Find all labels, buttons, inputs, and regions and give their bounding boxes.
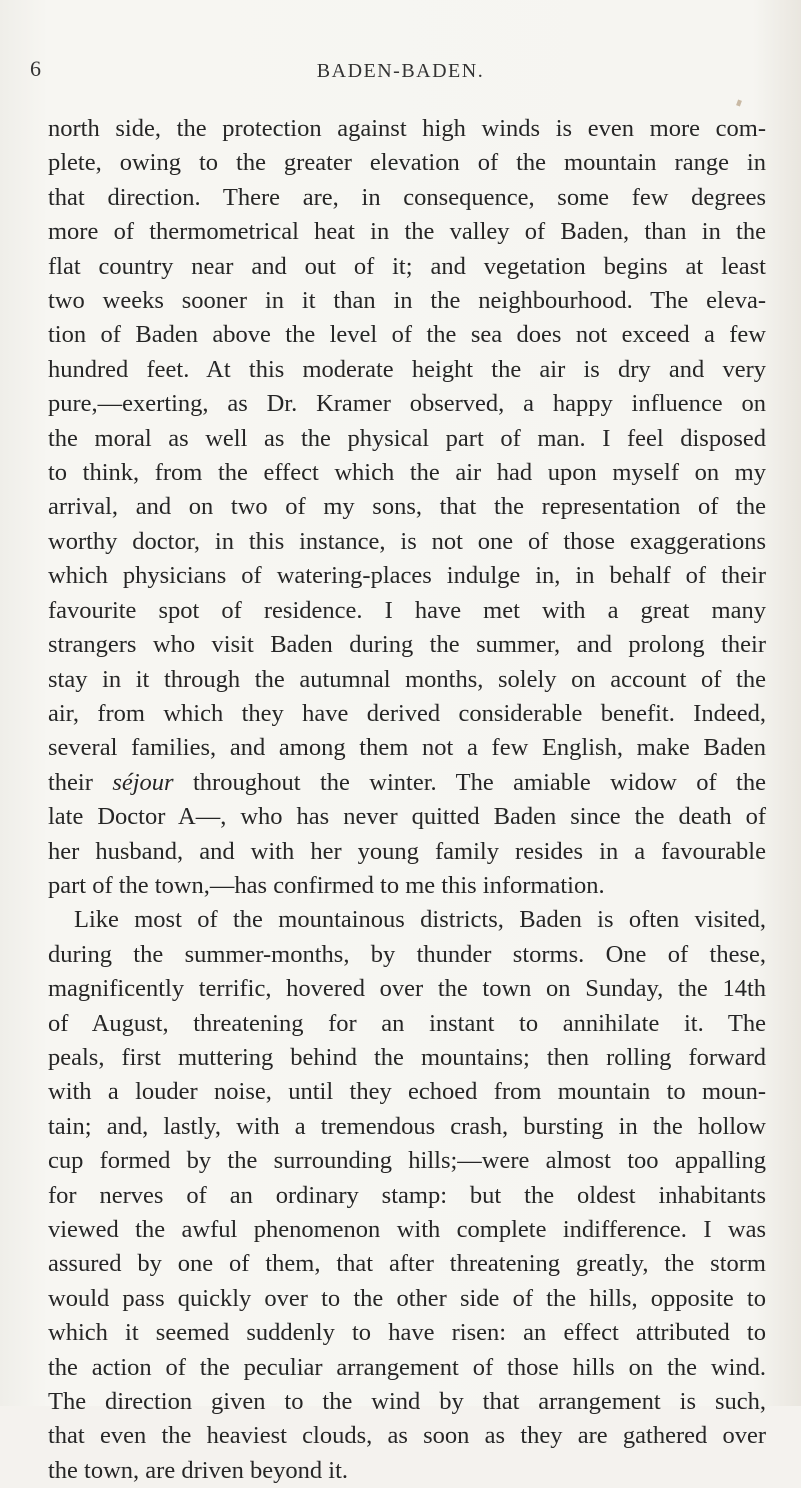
text-line: to think, from the effect which the air had upon myself on my <box>48 459 766 487</box>
text-line: favourite spot of residence. I have met with a great many <box>48 596 766 624</box>
text-line: part of the town,—has confirmed to me this information. <box>48 871 605 899</box>
text-line: their séjour throughout the winter. The amiable widow of the <box>48 768 766 796</box>
text-line: tion of Baden above the level of the sea does not exceed a few <box>48 321 766 349</box>
text-line: late Doctor A—, who has never quitted Baden since the death of <box>48 803 766 831</box>
text-line: which it seemed suddenly to have risen: an effect attributed to <box>48 1319 766 1347</box>
body-text <box>48 112 766 1488</box>
text-line: several families, and among them not a few English, make Baden <box>48 734 766 762</box>
paper-mark <box>736 99 742 106</box>
text-line: that direction. There are, in consequence, some few degrees <box>48 183 766 211</box>
text-line: her husband, and with her young family resides in a favourable <box>48 837 766 865</box>
text-line: Like most of the mountainous districts, Baden is often visited, <box>74 906 766 934</box>
text-line: the moral as well as the physical part of man. I feel disposed <box>48 424 766 452</box>
text-line: plete, owing to the greater elevation of the mountain range in <box>48 149 766 177</box>
text-line: of August, threatening for an instant to annihilate it. The <box>48 1009 766 1037</box>
text-line: peals, first muttering behind the mountains; then rolling forward <box>48 1043 766 1071</box>
text-line: strangers who visit Baden during the summer, and prolong their <box>48 631 766 659</box>
text-line: pure,—exerting, as Dr. Kramer observed, a happy influence on <box>48 390 766 418</box>
text-line: air, from which they have derived considerable benefit. Indeed, <box>48 699 766 727</box>
text-line: worthy doctor, in this instance, is not one of those exaggerations <box>48 527 766 555</box>
text-line: flat country near and out of it; and vegetation begins at least <box>48 252 766 280</box>
text-line: viewed the awful phenomenon with complete indifference. I was <box>48 1216 766 1243</box>
text-line: magnificently terrific, hovered over the town on Sunday, the 14th <box>48 975 766 1003</box>
text-line: The direction given to the wind by that arrangement is such, <box>48 1388 766 1416</box>
text-line: tain; and, lastly, with a tremendous crash, bursting in the hollow <box>48 1112 766 1140</box>
text-line: stay in it through the autumnal months, solely on account of the <box>48 665 766 693</box>
text-line: which physicians of watering-places indulge in, in behalf of their <box>48 562 766 590</box>
text-line: during the summer-months, by thunder storms. One of these, <box>48 940 766 968</box>
text-line: would pass quickly over to the other side of the hills, opposite to <box>48 1284 766 1312</box>
text-line: assured by one of them, that after threatening greatly, the storm <box>48 1250 766 1278</box>
text-line: two weeks sooner in it than in the neighbourhood. The eleva- <box>48 287 766 315</box>
text-line: more of thermometrical heat in the valley of Baden, than in the <box>48 218 766 246</box>
text-line: arrival, and on two of my sons, that the representation of the <box>48 493 766 521</box>
text-line: the action of the peculiar arrangement of those hills on the wind. <box>48 1353 766 1381</box>
text-line: cup formed by the surrounding hills;—were almost too appalling <box>48 1147 766 1175</box>
text-line: north side, the protection against high winds is even more com- <box>48 115 766 142</box>
text-line: with a louder noise, until they echoed from mountain to moun- <box>48 1078 766 1106</box>
paragraph-2 <box>48 903 766 1488</box>
text-line: the town, are driven beyond it. <box>48 1456 349 1484</box>
text-line: for nerves of an ordinary stamp: but the oldest inhabitants <box>48 1181 766 1209</box>
paragraph-1 <box>48 112 766 903</box>
page-number: 6 <box>30 56 41 81</box>
text-line: that even the heaviest clouds, as soon as they are gathered over <box>48 1422 766 1450</box>
running-head: BADEN-BADEN. <box>316 60 485 82</box>
text-line: hundred feet. At this moderate height the air is dry and very <box>48 355 766 383</box>
